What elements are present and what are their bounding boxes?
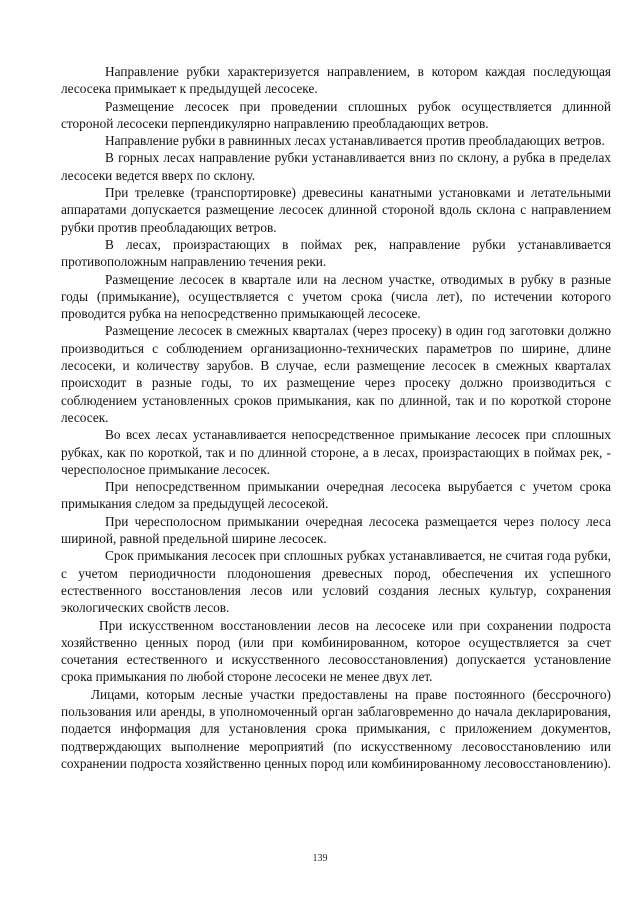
paragraph-leaseholders: Лицами, которым лесные участки предоставлены на праве постоянного (бессрочного) пользования или аренды, в уполномоченный орган заблаговременно до начала декларирования, подается информация для установления срока примыкания, с приложением документов, подтверждающих выполнение мероприятий (по искусственному лесовосстановлению или сохранении подроста хозяйственно ценных пород или комбинированному лесовосстановлению).: [61, 686, 612, 771]
paragraph-adjacent-blocks: Размещение лесосек в смежных кварталах (через просеку) в один год заготовки должно производиться с соблюдением организационно-технических параметров по ширине, длине лесосеки, и количеству зарубов. В случае, если размещение лесосек в смежных кварталах происходит в разные годы, то их размещение через просеку должно производиться с соблюдением установленных сроков примыкания, как по длинной, так и по короткой стороне лесосек.: [61, 323, 611, 425]
paragraph-direct-adjoining-all-forests: Во всех лесах устанавливается непосредственное примыкание лесосек при сплошных рубках, как по короткой, так и по длинной стороне, а в лесах, произрастающих в поймах рек, - чересполосное примыкание лесосек.: [61, 427, 611, 477]
paragraph-artificial-restoration: При искусственном восстановлении лесов на лесосеке или при сохранении подроста хозяйственно ценных пород (или при комбинированном, которое осуществляется за счет сочетания естественного и искусственного лесовосстановления) допускается установление срока примыкания по любой стороне лесосеки не менее двух лет.: [61, 617, 611, 685]
paragraph-cutting-direction: Направление рубки характеризуется направлением, в котором каждая последующая лесосека примыкает к предыдущей лесосеке.: [61, 64, 611, 97]
page-number: 139: [312, 853, 328, 864]
paragraph-plain-forests: Направление рубки в равнинных лесах устанавливается против преобладающих ветров.: [105, 133, 605, 149]
document-body: [61, 63, 611, 772]
paragraph-cutting-area-placement: Размещение лесосек при проведении сплошных рубок осуществляется длинной стороной лесосеки перпендикулярно направлению преобладающих ветров.: [61, 98, 611, 131]
paragraph-adjoining: Размещение лесосек в квартале или на лесном участке, отводимых в рубку в разные годы (примыкание), осуществляется с учетом срока (числа лет), по истечении которого проводится рубка на непосредственно примыкающей лесосеке.: [61, 271, 611, 322]
paragraph-mountain-forests: В горных лесах направление рубки устанавливается вниз по склону, а рубка в пределах лесосеки ведется вверх по склону.: [61, 150, 611, 183]
paragraph-adjoining-period: Срок примыкания лесосек при сплошных рубках устанавливается, не считая года рубки, с учетом периодичности плодоношения древесных пород, обеспечения их успешного естественного восстановления лесов или условий создания лесных культур, сохранения экологических свойств лесов.: [61, 548, 611, 616]
paragraph-skidding: При трелевке (транспортировке) древесины канатными установками и летательными аппаратами допускается размещение лесосек длинной стороной вдоль склона с направлением рубки против преобладающих ветров.: [61, 185, 611, 235]
paragraph-strip-adjoining: При чересполосном примыкании очередная лесосека размещается через полосу леса шириной, равной предельной ширине лесосек.: [61, 513, 611, 547]
paragraph-direct-adjoining: При непосредственном примыкании очередная лесосека вырубается с учетом срока примыкания следом за предыдущей лесосекой.: [61, 479, 611, 512]
paragraph-floodplain-forests: В лесах, произрастающих в поймах рек, направление рубки устанавливается противоположным направлению течения реки.: [61, 236, 611, 270]
